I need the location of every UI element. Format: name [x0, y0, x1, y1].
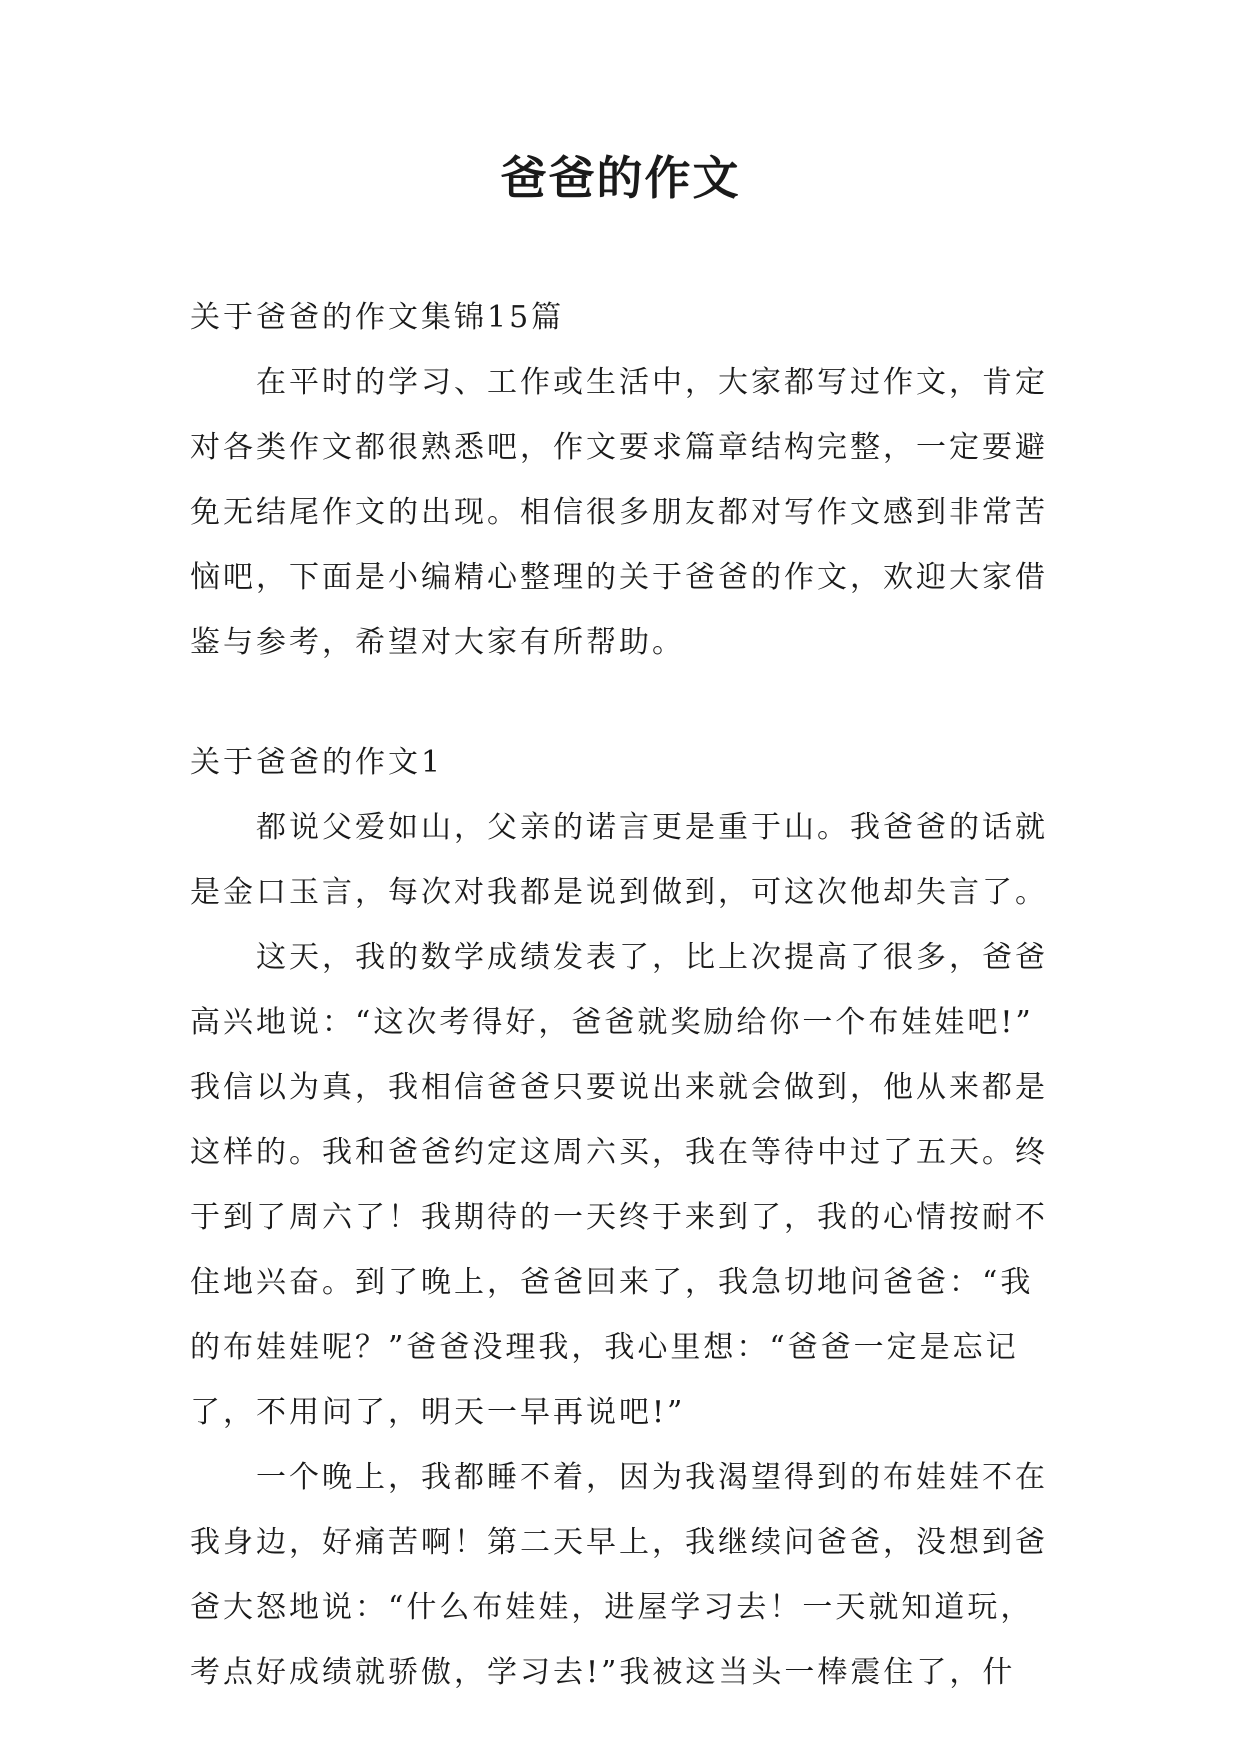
paragraph-line: 在平时的学习、工作或生活中，大家都写过作文，肯定: [256, 365, 1048, 400]
paragraph-line: 恼吧，下面是小编精心整理的关于爸爸的作文，欢迎大家借: [190, 560, 1048, 595]
paragraph-line: 于到了周六了！我期待的一天终于来到了，我的心情按耐不: [190, 1200, 1048, 1235]
section-paragraph: [190, 795, 1070, 925]
paragraph-line: 考点好成绩就骄傲，学习去!”我被这当头一棒震住了，什: [190, 1655, 1016, 1690]
paragraph-line: 这样的。我和爸爸约定这周六买，我在等待中过了五天。终: [190, 1135, 1048, 1170]
section-heading: 关于爸爸的作文1: [190, 745, 444, 780]
collection-subtitle: 关于爸爸的作文集锦15篇: [190, 300, 565, 335]
paragraph-line: 了，不用问了，明天一早再说吧!”: [190, 1395, 686, 1430]
paragraph-line: 我身边，好痛苦啊！第二天早上，我继续问爸爸，没想到爸: [190, 1525, 1048, 1560]
paragraph-line: 一个晚上，我都睡不着，因为我渴望得到的布娃娃不在: [256, 1460, 1048, 1495]
paragraph-line: 我信以为真，我相信爸爸只要说出来就会做到，他从来都是: [190, 1070, 1048, 1105]
paragraph-line: 住地兴奋。到了晚上，爸爸回来了，我急切地问爸爸：“我: [190, 1265, 1034, 1300]
paragraph-line: 鉴与参考，希望对大家有所帮助。: [190, 625, 685, 660]
document-body: [190, 285, 1070, 1705]
paragraph-line: 的布娃娃呢？”爸爸没理我，我心里想：“爸爸一定是忘记: [190, 1330, 1019, 1365]
document-title: 爸爸的作文: [500, 151, 741, 205]
section-paragraph: [190, 1445, 1070, 1705]
paragraph-line: 都说父爱如山，父亲的诺言更是重于山。我爸爸的话就: [256, 810, 1048, 845]
paragraph-line: 这天，我的数学成绩发表了，比上次提高了很多，爸爸: [256, 940, 1048, 975]
paragraph-line: 是金口玉言，每次对我都是说到做到，可这次他却失言了。: [190, 875, 1048, 910]
intro-paragraph: [190, 350, 1070, 675]
section-paragraph: [190, 925, 1070, 1445]
paragraph-line: 高兴地说：“这次考得好，爸爸就奖励给你一个布娃娃吧!”: [190, 1005, 1034, 1040]
paragraph-line: 免无结尾作文的出现。相信很多朋友都对写作文感到非常苦: [190, 495, 1048, 530]
paragraph-line: 爸大怒地说：“什么布娃娃，进屋学习去！一天就知道玩，: [190, 1590, 1034, 1625]
paragraph-line: 对各类作文都很熟悉吧，作文要求篇章结构完整，一定要避: [190, 430, 1048, 465]
